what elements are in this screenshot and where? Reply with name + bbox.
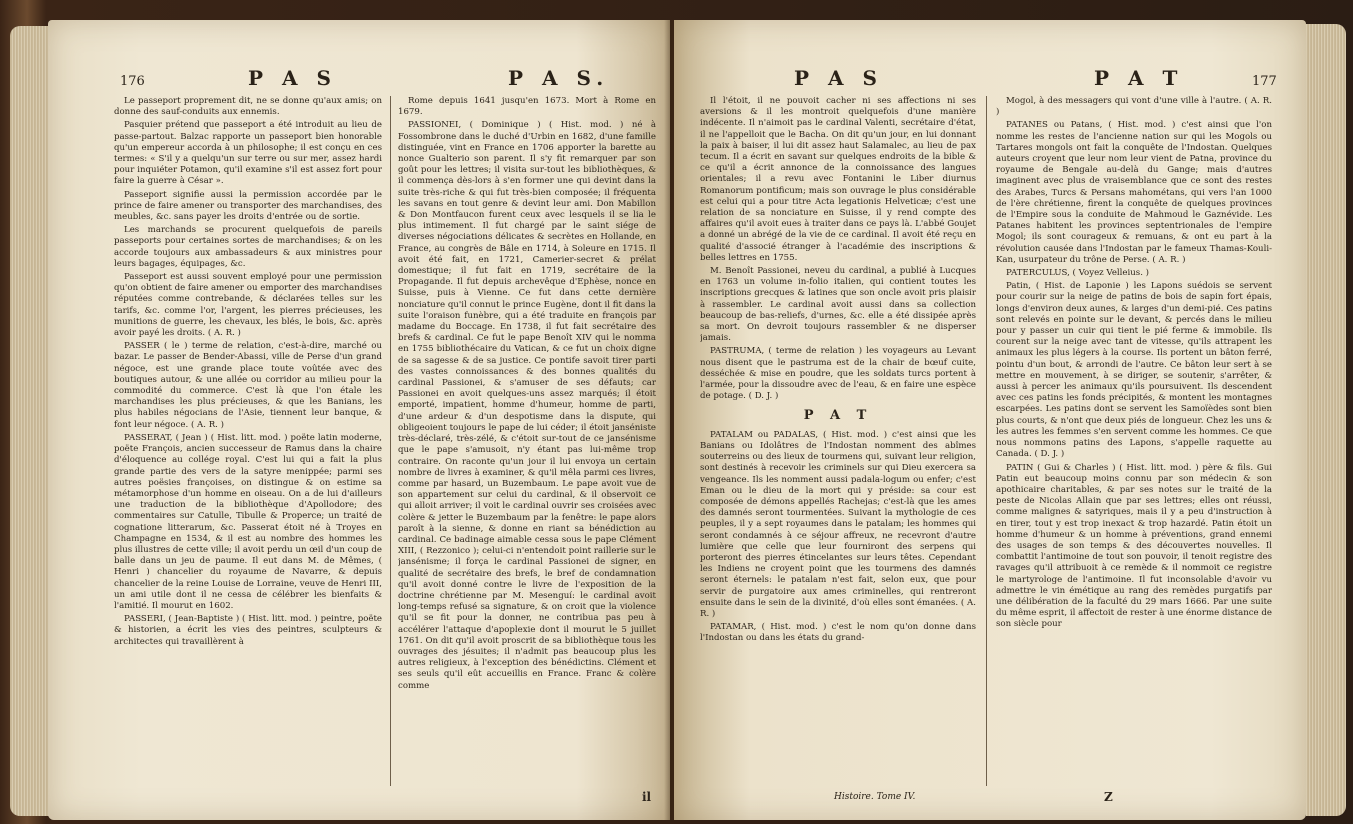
paragraph: M. Benoît Passionei, neveu du cardinal, a publié à Lucques en 1763 un volume in-folio italien, qui contient toutes les inscriptions grecques & latines que son oncle avoit pris plaisir à rassembler. Le cardinal avoit aussi dans sa collection beaucoup de bas-reliefs, d'urnes, &c. elle a été dissipée après sa mort. On devroit toujours rassembler & ne disperser jamais.: [700, 266, 976, 344]
paragraph: PATERCULUS, ( Voyez Velleius. ): [1006, 268, 1150, 279]
page-footer: Histoire. Tome IV.: [834, 792, 916, 802]
paragraph: Mogol, à des messagers qui vont d'une ville à l'autre. ( A. R. ): [996, 96, 1272, 118]
paragraph: PASSIONEI, ( Dominique ) ( Hist. mod. ) né à Fossombrone dans le duché d'Urbin en 1682, d'une famille distinguée, vint en France en 1706 apporter la barette au nonce Gualterio son parent. Il s'y fit remarquer par son goût pour les lettres; il visita sur-tout les bibliothèques, & il commença dès-lors à s'en former une qui devint dans la suite très-riche & qui fut très-bien composée; il fréquenta les savans en tout genre & devint leur ami. Don Mabillon & Don Montfaucon furent ceux avec lesquels il se lia le plus intimement. Il fut chargé par le saint siége de diverses négociations délicates & secrètes en Hollande, en France, au congrès de Bâle en 1714, à Soleure en 1715. Il avoit été fait, en 1721, Camerier-secret & prélat domestique; il fut fait en 1719, secrétaire de la Propagande. Il fut depuis archevêque d'Ephèse, nonce en Suisse, puis à Vienne. Ce fut dans cette dernière nonciature qu'il connut le prince Eugène, dont il fit dans la suite l'oraison funèbre, qui a été traduite en françois par madame du Boccage. En 1738, il fut fait secrétaire des brefs & cardinal. Ce fut le pape Benoît XIV qui le nomma en 1755 bibliothécaire du Vatican, & ce fut un choix digne de sa sagesse & de sa justice. Ce pontife savoit tirer parti des vastes connoissances & des bonnes qualités du cardinal Passionei, & s'amuser de ses défauts; car Passionei en avoit quelques-uns assez marqués; il étoit emporté, impatient, homme d'humeur, homme de parti, d'une ardeur & d'un despotisme dans la dispute, qui obligeoient toujours le pape de lui céder; il étoit janséniste très-déclaré, très-zélé, & c'étoit sur-tout de ce jansénisme que le pape s'amusoit, n'y étant pas lui-même trop contraire. On raconte qu'un jour il lui envoya un certain nombre de livres à examiner, & qu'il mêla parmi ces livres, comme par hasard, un Buzembaum. Le pape avoit vue de son appartement sur celui du cardinal, & il observoit ce qui alloit arriver; il voit le cardinal ouvrir ses croisées avec colère & jetter le Buzembaum par la fenêtre: le pape alors paroît à la sienne, & donne en riant sa bénédiction au cardinal. Ce badinage aimable cessa sous le pape Clément XIII, ( Rezzonico ); celui-ci n'entendoit point raillerie sur le jansénisme; il força le cardinal Passionei de signer, en qualité de secrétaire des brefs, le bref de condamnation qu'il avoit donné contre le livre de l'exposition de la doctrine chrétienne par M. Mesenguí: le cardinal avoit long-temps refusé sa signature, & on croit que la violence qu'il se fit pour la donner, ne contribua pas peu à accélérer l'attaque d'apoplexie dont il mourut le 5 juillet 1761. On dit qu'il avoit proscrit de sa bibliothèque tous les ouvrages des jésuites; il n'admit pas beaucoup plus les autres religieux, à l'exception des bénédictins. Clément et ses seuls qu'il eût accueillis en France. Franc & colère comme: [398, 120, 656, 691]
paragraph: PATAMAR, ( Hist. mod. ) c'est le nom qu'on donne dans l'Indostan ou dans les états du grand-: [700, 622, 976, 644]
left-page-column-2: [398, 96, 656, 786]
right-page-header: [674, 66, 1306, 90]
running-head-left-a: P A S: [248, 66, 337, 90]
left-page-column-1: [114, 96, 382, 786]
section-title-pat: P A T: [803, 408, 873, 424]
running-head-left-b: P A S.: [508, 66, 610, 90]
paragraph: PASSERAT, ( Jean ) ( Hist. litt. mod. ) poëte latin moderne, poëte François, ancien successeur de Ramus dans la chaire d'éloquence au collége royal. C'est lui qui a fait la plus grande partie des vers de la satyre menippée; parmi ses autres poësies françoises, on distingue & on estime sa métamorphose d'un homme en oiseau. On a de lui d'ailleurs une traduction de la bibliothèque d'Apollodore; des commentaires sur Catulle, Tibulle & Properce; un traité de cognatione litterarum, &c. Passerat étoit né à Troyes en Champagne en 1534, & il est au nombre des hommes les plus illustres de cette ville; il avoit perdu un œil d'un coup de balle dans un jeu de paume. Il eut dans M. de Mêmes, ( Henri ) chancelier du royaume de Navarre, & depuis chancelier de la reine Louise de Lorraine, veuve de Henri III, un ami utile dont il ne cessa de célébrer les bienfaits & l'amitié. Il mourut en 1602.: [114, 432, 382, 611]
page-number-left: 176: [120, 74, 145, 89]
right-page: [674, 20, 1306, 820]
paragraph: PATALAM ou PADALAS, ( Hist. mod. ) c'est ainsi que les Banians ou Idolâtres de l'Indostan nomment des abîmes souterreins ou des lieux de tourmens qui, suivant leur religion, sont destinés à recevoir les criminels sur qui Dieu exercera sa vengeance. Ils les nomment aussi padala-logum ou enfer; c'est Eman ou le dieu de la mort qui y préside: sa cour est composée de démons appellés Rachejas; c'est-là que les ames des damnés seront tourmentées. Suivant la mythologie de ces peuples, il y a sept royaumes dans le patalam; les hommes qui seront condamnés à ce séjour affreux, ne recevront d'autre lumière que celle que leur fourniront des serpens qui porteront des pierres étincelantes sur leurs têtes. Cependant les Indiens ne croyent point que les tourmens des damnés seront éternels: le patalam n'est fait, selon eux, que pour servir de purgatoire aux ames criminelles, qui rentreront ensuite dans le sein de la divinité, d'où elles sont émanées. ( A. R. ): [700, 429, 976, 619]
paragraph: Rome depuis 1641 jusqu'en 1673. Mort à Rome en 1679.: [398, 96, 656, 118]
paragraph: Pasquier prétend que passeport a été introduit au lieu de passe-partout. Balzac rapporte un passeport bien honorable qu'un empereur accorda à un philosophe; il est conçu en ces termes: « S'il y a quelqu'un sur terre ou sur mer, assez hardi pour inquiéter Potamon, qu'il examine s'il est assez fort pour faire la guerre à César ».: [114, 120, 382, 187]
paragraph: Il l'étoit, il ne pouvoit cacher ni ses affections ni ses aversions & il les montroit quelquefois d'une manière indécente. Il n'aimoit pas le cardinal Valenti, secrétaire d'état, il ne l'appelloit que le Bacha. On dit qu'un jour, en lui donnant la paix à baiser, il lui dit assez haut Salamalec, au lieu de pax tecum. Il a écrit en savant sur quelques endroits de la bible & ce qu'il a écrit annonce de la connoissance des langues orientales; il a revu avec Fontanini le Liber diurnus Romanorum pontificum; mais son ouvrage le plus considérable est celui qui a pour titre Acta legationis Helveticæ; c'est une relation de sa nonciature en Suisse, il y rend compte des affaires qu'il avoit eues à traiter dans ce pays là. L'abbé Goujet a donné un abrégé de la vie de ce cardinal. Il avoit été reçu en qualité d'associé étranger à l'académie des inscriptions & belles lettres en 1755.: [700, 96, 976, 263]
left-page: [48, 20, 670, 820]
catchword-left: il: [642, 790, 652, 804]
running-head-right-b: P A T: [1094, 66, 1184, 90]
paragraph: PATIN ( Gui & Charles ) ( Hist. litt. mod. ) père & fils. Gui Patin eut beaucoup moins connu par son médecin & son apothicaire charitables, & par ses notes sur le traité de la peste de Nicolas Allain que par ses lettres; elles ont réussi, comme malignes & satyriques, mais il y a peu d'instruction à en tirer, tout y est trop inexact & trop hazardé. Patin étoit un homme d'humeur & un homme à préventions, grand ennemi des usages de son temps & des découvertes nouvelles. Il combattit l'antimoine de tout son pouvoir, il tenoit registre des ravages qu'il attribuoit à ce remède & il nommoit ce registre le martyrologe de l'antimoine. Il fut inconsolable d'avoir vu admettre le vin émétique au rang des remèdes purgatifs par une délibération de la faculté du 29 mars 1666. Par une suite du même esprit, il affectoit de rester à une énorme distance de son siècle pour: [996, 462, 1272, 630]
paragraph: Les marchands se procurent quelquefois de pareils passeports pour certaines sortes de marchandises; & on les accorde toujours aux ambassadeurs & aux ministres pour leurs bagages, équipages, &c.: [114, 225, 382, 269]
page-edges-right: [1306, 24, 1346, 816]
paragraph: PATANES ou Patans, ( Hist. mod. ) c'est ainsi que l'on nomme les restes de l'ancienne nation sur qui les Mogols ou Tartares mongols ont fait la conquête de l'Indostan. Quelques auteurs croyent que leur nom leur vient de Patna, province du royaume de Bengale au-delà du Gange; mais d'autres imaginent avec plus de vraisemblance que ce sont des restes des Arabes, Turcs & Persans mahométans, qui vers l'an 1000 de l'ère chrétienne, firent la conquête de quelques provinces de l'Empire sous la conduite de Mahmoud le Gaznévide. Les Patanes habitent les provinces septentrionales de l'empire Mogol; ils sont courageux & remuans, & ont eu part à la révolution causée dans l'Indostan par le fameux Thamas-Kouli-Kan, usurpateur du trône de Perse. ( A. R. ): [996, 120, 1272, 265]
right-page-column-1: [700, 96, 976, 786]
column-rule-left: [390, 96, 391, 786]
left-page-header: [48, 66, 670, 90]
column-rule-right: [986, 96, 987, 786]
signature-mark: Z: [1104, 790, 1113, 804]
paragraph: Passeport signifie aussi la permission accordée par le prince de faire amener ou transporter des marchandises, des meubles, &c. sans payer les droits d'entrée ou de sortie.: [114, 189, 382, 223]
paragraph: Patin, ( Hist. de Laponie ) les Lapons suédois se servent pour courir sur la neige de patins de bois de sapin fort épais, longs d'environ deux aunes, & larges d'un demi-pié. Ces patins sont relevés en pointe sur le devant, & percés dans le milieu pour y passer un cuir qui tient le pié ferme & immobile. Ils courent sur la neige avec tant de vitesse, qu'ils attrapent les animaux les plus légers à la course. Ils portent un bâton ferré, pointu d'un bout, & arrondi de l'autre. Ce bâton leur sert à se mettre en mouvement, à se diriger, se soutenir, s'arrêter, & aussi à percer les animaux qu'ils poursuivent. Ils descendent avec ces patins les fonds précipités, & montent les montagnes escarpées. Les patins dont se servent les Samoïèdes sont bien plus courts, & n'ont que deux piés de longueur. Chez les uns & les autres les femmes s'en servent comme les hommes. Ce que nous nommons patins des Lapons, s'appelle raquette au Canada. ( D. J. ): [996, 281, 1272, 460]
paragraph: PASSER ( le ) terme de relation, c'est-à-dire, marché ou bazar. Le passer de Bender-Abassi, ville de Perse d'un grand négoce, est une grande place toute voûtée avec des boutiques autour, & une allée ou corridor au milieu pour la commodité du commerce. C'est là que l'on étale les marchandises les plus précieuses, & que les Banians, les plus habiles négocians de l'Asie, tiennent leur banque, & font leur négoce. ( A. R. ): [114, 341, 382, 430]
page-edges-left: [10, 26, 50, 816]
paragraph: PASSERI, ( Jean-Baptiste ) ( Hist. litt. mod. ) peintre, poëte & historien, a écrit les vies des peintres, sculpteurs & architectes qui travaillèrent à: [114, 614, 382, 647]
paragraph: Le passeport proprement dit, ne se donne qu'aux amis; on donne des sauf-conduits aux ennemis.: [114, 96, 382, 118]
paragraph: Passeport est aussi souvent employé pour une permission qu'on obtient de faire amener ou emporter des marchandises réputées comme contrebande, & déclarées telles sur les tarifs, &c. comme l'or, l'argent, les pierres précieuses, les munitions de guerre, les chevaux, les blés, le bois, &c. après avoir payé les droits. ( A. R. ): [114, 272, 382, 339]
page-number-right: 177: [1252, 74, 1277, 89]
paragraph: PASTRUMA, ( terme de relation ) les voyageurs au Levant nous disent que le pastruma est de la chair de bœuf cuite, desséchée & mise en poudre, que les soldats turcs portent à l'armée, pour la dissoudre avec de l'eau, & en faire une espèce de potage. ( D. J. ): [700, 346, 976, 402]
running-head-right-a: P A S: [794, 66, 883, 90]
right-page-column-2: [996, 96, 1272, 786]
